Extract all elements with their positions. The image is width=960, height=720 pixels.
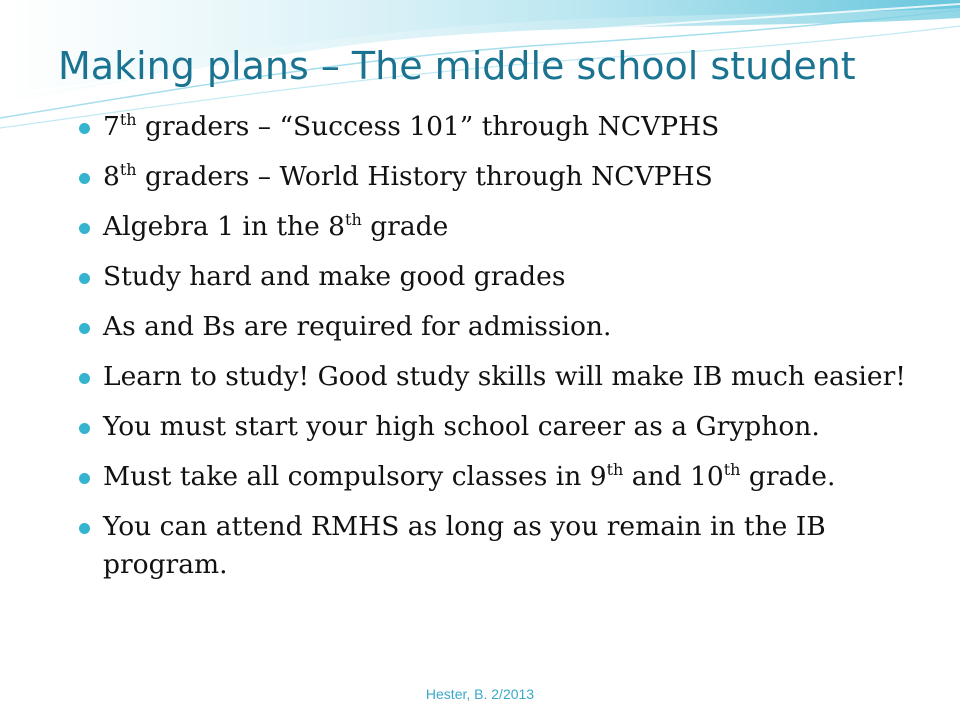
bullet-superscript: th (119, 160, 137, 180)
bullet-text: grade (361, 211, 449, 242)
bullet-item (0, 458, 960, 496)
bullet-item (0, 358, 960, 396)
bullet-text: As and Bs are required for admission. (103, 311, 612, 342)
bullet-dot-icon (79, 423, 90, 434)
slide-title: Making plans – The middle school student (58, 44, 856, 88)
bullet-text: Must take all compulsory classes in 9 (103, 461, 607, 492)
bullet-superscript: th (119, 110, 137, 130)
bullet-text: graders – “Success 101” through NCVPHS (136, 111, 720, 142)
bullet-dot-icon (79, 173, 90, 184)
bullet-item (0, 158, 960, 196)
bullet-dot-icon (79, 473, 90, 484)
bullet-text: Algebra 1 in the 8 (103, 211, 346, 242)
bullet-list (0, 108, 960, 596)
bullet-superscript: th (345, 210, 362, 230)
bullet-superscript: th (723, 460, 741, 480)
bullet-text: You must start your high school career as a Gryphon. (103, 411, 820, 442)
bullet-text: You can attend RMHS as long as you remain in the IB program. (103, 511, 826, 580)
bullet-dot-icon (79, 123, 90, 134)
bullet-text: and 10 (623, 461, 724, 492)
bullet-text: grade. (740, 461, 836, 492)
bullet-text: graders – World History through NCVPHS (136, 161, 713, 192)
bullet-dot-icon (79, 373, 90, 384)
footer-credit: Hester, B. 2/2013 (425, 686, 535, 702)
bullet-dot-icon (79, 273, 90, 284)
bullet-text: 8 (103, 161, 120, 192)
bullet-text: Learn to study! Good study skills will make IB much easier! (103, 361, 906, 392)
bullet-dot-icon (79, 223, 90, 234)
bullet-superscript: th (606, 460, 624, 480)
bullet-item (0, 408, 960, 446)
bullet-dot-icon (79, 323, 90, 334)
bullet-item (0, 208, 960, 246)
bullet-item (0, 258, 960, 296)
bullet-item (0, 508, 960, 584)
bullet-text: 7 (103, 111, 120, 142)
bullet-item (0, 308, 960, 346)
bullet-text: Study hard and make good grades (103, 261, 566, 292)
bullet-dot-icon (79, 523, 90, 534)
bullet-item (0, 108, 960, 146)
